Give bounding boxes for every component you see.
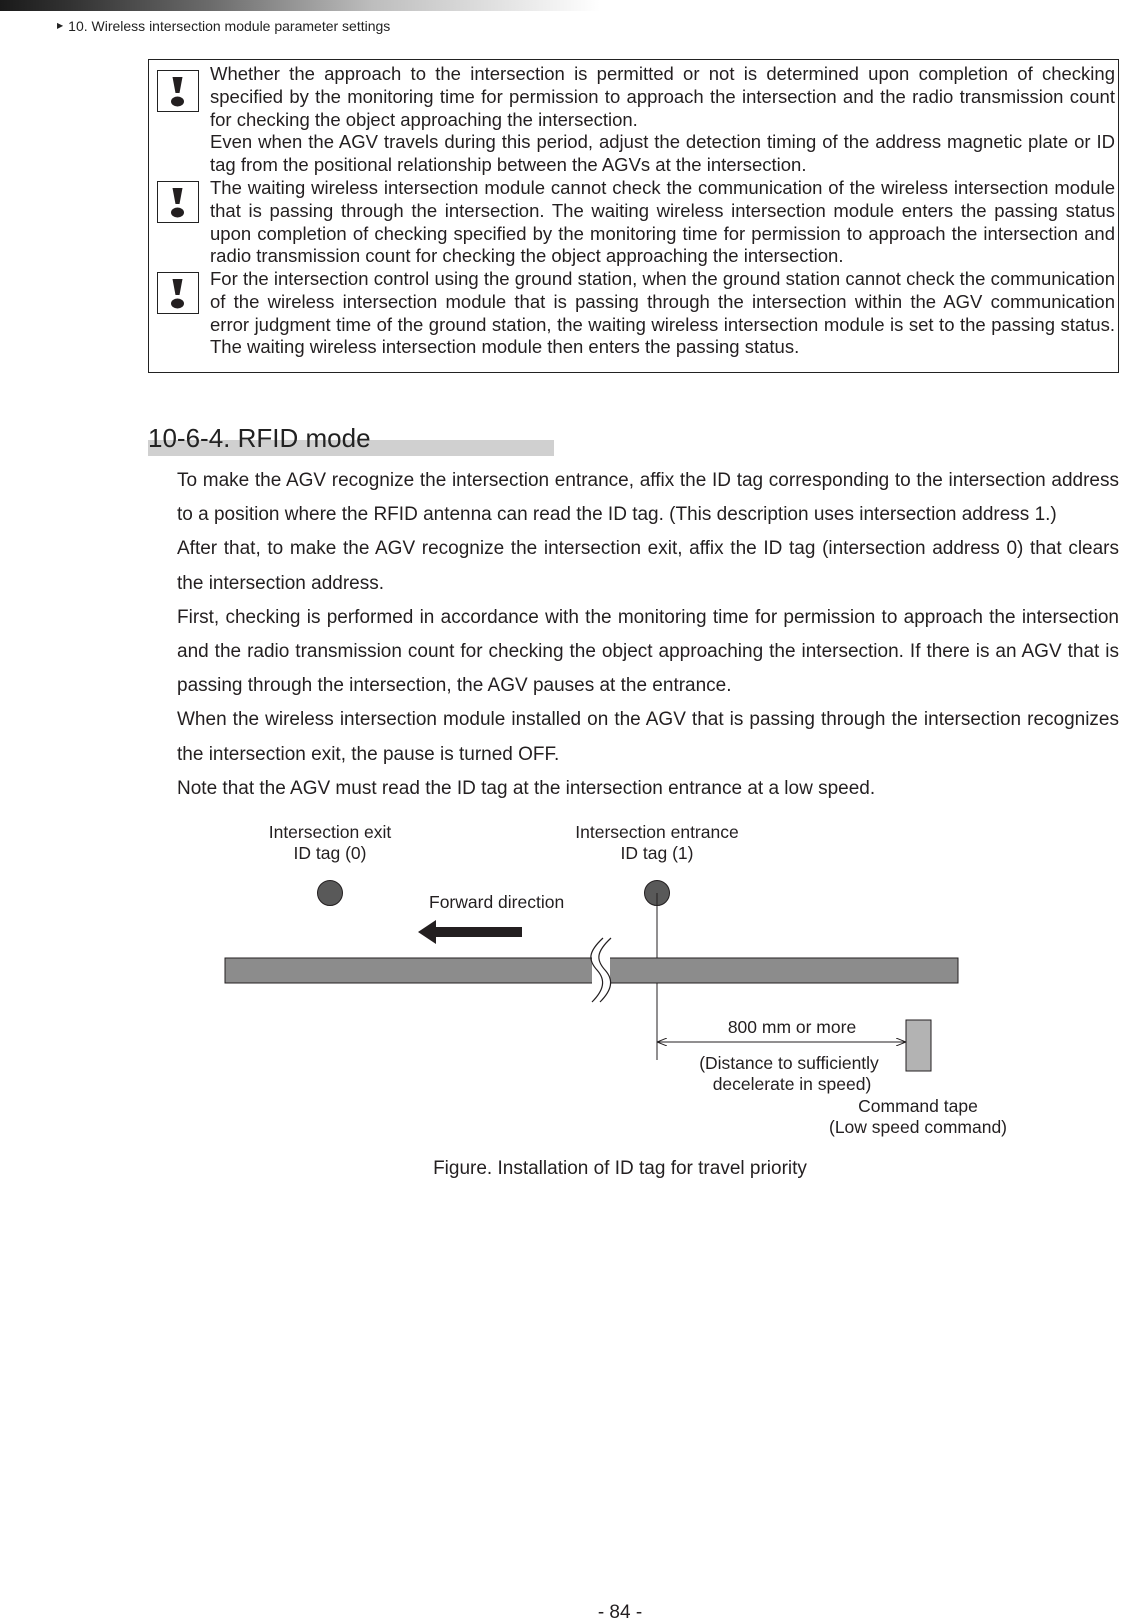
command-tape [906, 1020, 931, 1071]
track-break-symbol-icon [591, 938, 611, 1002]
forward-direction-arrow-icon [418, 920, 522, 944]
figure-caption: Figure. Installation of ID tag for travel priority [433, 1158, 807, 1179]
caution-note-line: Whether the approach to the intersection is permitted or not is determined upon completion of checking specified by the monitoring time for permission to approach the intersection and the radio transmission count for checking the object approaching the intersection. [210, 63, 1115, 130]
exit-tag-label: Intersection exit [268, 822, 392, 842]
section-heading [148, 422, 554, 456]
section-title: 10-6-4. RFID mode [148, 423, 371, 453]
caution-exclamation-icon [157, 181, 199, 223]
distance-note: (Distance to sufficiently [699, 1053, 879, 1073]
id-tag-installation-figure [0, 810, 1122, 1190]
breadcrumb-label: 10. Wireless intersection module parameter settings [68, 18, 391, 34]
caution-exclamation-icon [157, 70, 199, 112]
body-paragraph: Note that the AGV must read the ID tag at the intersection entrance at a low speed. [177, 777, 876, 799]
exit-id-tag [318, 881, 343, 906]
body-paragraph: After that, to make the AGV recognize the intersection exit, affix the ID tag (intersection address 0) that clears the intersection address. [177, 538, 1119, 594]
forward-direction-label: Forward direction [429, 892, 565, 912]
distance-note: decelerate in speed) [712, 1074, 872, 1094]
caution-note-text: The waiting wireless intersection module cannot check the communication of the wireless intersection module that is passing through the intersection. The waiting wireless intersection module enters the passing status upon completion of checking specified by the monitoring time for permission to approach the intersection and radio transmission count for checking the object approaching the intersection. [210, 177, 1115, 267]
breadcrumb [57, 18, 390, 34]
figure-diagram [0, 810, 1122, 1150]
exit-tag-label: ID tag (0) [293, 843, 367, 863]
body-paragraph: To make the AGV recognize the intersection entrance, affix the ID tag corresponding to the intersection address to a position where the RFID antenna can read the ID tag. (This description uses intersection address 1.) [177, 470, 1119, 526]
command-tape-label: (Low speed command) [829, 1117, 1007, 1137]
entrance-tag-label: Intersection entrance [575, 822, 739, 842]
breadcrumb-triangle-icon: ▶ [57, 21, 64, 30]
caution-exclamation-icon [157, 272, 199, 314]
distance-label: 800 mm or more [727, 1017, 857, 1037]
section-body [177, 464, 1119, 806]
body-paragraph: When the wireless intersection module installed on the AGV that is passing through the intersection recognizes the intersection exit, the pause is turned OFF. [177, 709, 1119, 765]
command-tape-label: Command tape [858, 1096, 978, 1116]
header-gradient-bar [0, 0, 600, 11]
caution-note-text [210, 63, 1115, 177]
body-paragraph: First, checking is performed in accordance with the monitoring time for permission to approach the intersection and the radio transmission count for checking the object approaching the intersection. If there is an AGV that is passing through the intersection, the AGV pauses at the entrance. [177, 606, 1119, 697]
caution-box [148, 59, 1119, 373]
caution-note-text: For the intersection control using the ground station, when the ground station cannot check the communication of the wireless intersection module that is passing through the intersection within the AGV communication error judgment time of the ground station, the waiting wireless intersection module is set to the passing status. The waiting wireless intersection module then enters the passing status. [210, 268, 1115, 358]
page-number: - 84 - [597, 1602, 643, 1623]
entrance-tag-label: ID tag (1) [620, 843, 694, 863]
caution-note-line: Even when the AGV travels during this period, adjust the detection timing of the address magnetic plate or ID tag from the positional relationship between the AGVs at the intersection. [210, 131, 1115, 176]
